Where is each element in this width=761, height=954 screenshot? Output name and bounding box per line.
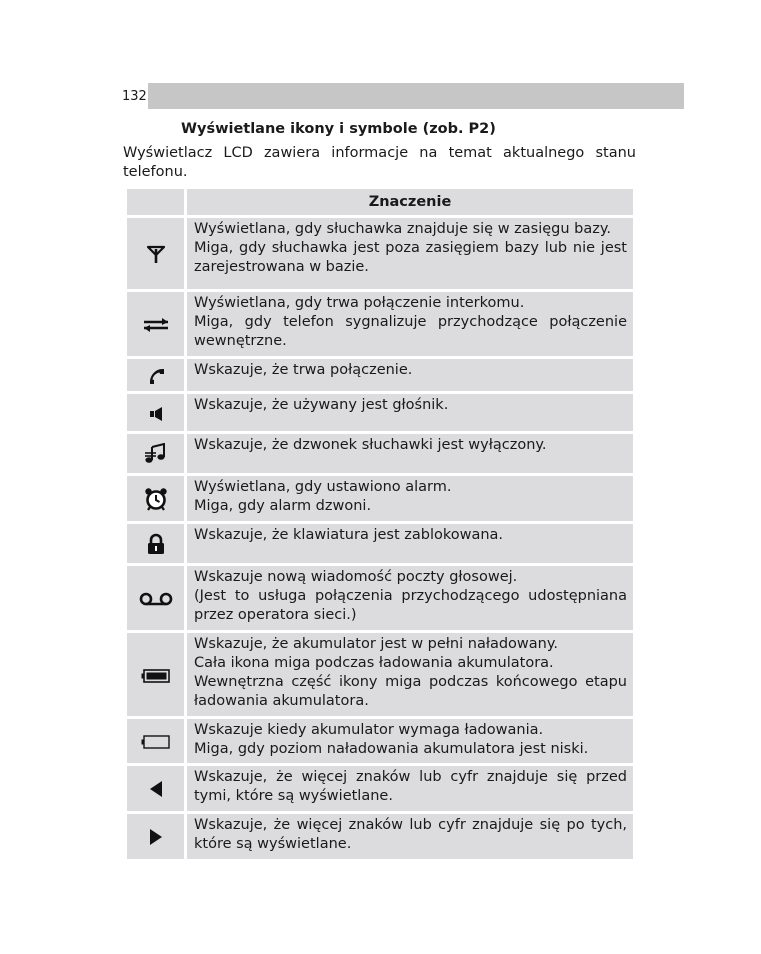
row-description-line: Wewnętrzna część ikony miga podczas końcowego etapu ładowania akumulatora. [194,674,627,709]
row-description-line: Wyświetlana, gdy trwa połączenie interkomu. [194,295,525,311]
intro-paragraph: Wyświetlacz LCD zawiera informacje na temat aktualnego stanu telefonu. [123,145,636,180]
header-icon-cell [126,188,186,217]
battery-full-icon [141,669,171,683]
antenna-icon [147,244,165,264]
battery-empty-icon [141,735,171,749]
table-row [126,523,635,565]
table-row [126,765,635,813]
row-description-line: Wskazuje nową wiadomość poczty głosowej. [194,569,518,585]
lock-icon [146,533,166,555]
table-row [126,565,635,632]
table-row [126,813,635,861]
row-description-line: Wskazuje, że używany jest głośnik. [194,397,449,413]
row-description-line: Wskazuje, że więcej znaków lub cyfr znajduje się przed tymi, które są wyświetlane. [194,769,627,804]
row-description-line: Wskazuje, że akumulator jest w pełni naładowany. [194,636,558,652]
row-description-line: (Jest to usługa połączenia przychodzącego udostępniana przez operatora sieci.) [194,588,627,623]
row-description-line: Wskazuje, że trwa połączenie. [194,362,413,378]
row-description-line: Wskazuje kiedy akumulator wymaga ładowania. [194,722,544,738]
voicemail-icon [139,592,173,606]
alarm-clock-icon [144,487,168,511]
speaker-icon [149,406,163,422]
page-number: 132 [122,83,148,109]
table-row [126,475,635,523]
table-header-row [126,188,635,217]
page-header-bar [122,83,684,109]
row-description-line: Cała ikona miga podczas ładowania akumulatora. [194,655,554,671]
row-description-line: Miga, gdy alarm dzwoni. [194,498,372,514]
header-meaning: Znaczenie [186,188,635,217]
table-row [126,358,635,393]
table-row [126,632,635,718]
row-description-line: Wyświetlana, gdy ustawiono alarm. [194,479,452,495]
intercom-arrows-icon [143,317,169,333]
row-description-line: Miga, gdy telefon sygnalizuje przychodzące połączenie wewnętrzne. [194,314,627,349]
table-row [126,291,635,358]
row-description-line: Wskazuje, że klawiatura jest zablokowana. [194,527,504,543]
table-row [126,718,635,765]
phone-handset-icon [147,367,165,385]
table-row [126,217,635,291]
icons-table [124,186,636,862]
row-description-line: Wskazuje, że dzwonek słuchawki jest wyłączony. [194,437,547,453]
section-title: Wyświetlane ikony i symbole (zob. P2) [181,121,496,137]
ringer-off-icon [144,443,168,465]
table-row [126,393,635,433]
table-row [126,433,635,475]
row-description-line: Miga, gdy poziom naładowania akumulatora jest niski. [194,741,589,757]
arrow-left-icon [149,780,163,798]
arrow-right-icon [149,828,163,846]
row-description-line: Wskazuje, że więcej znaków lub cyfr znajduje się po tych, które są wyświetlane. [194,817,627,852]
row-description-line: Wyświetlana, gdy słuchawka znajduje się w zasięgu bazy. [194,221,612,237]
row-description-line: Miga, gdy słuchawka jest poza zasięgiem bazy lub nie jest zarejestrowana w bazie. [194,240,627,275]
